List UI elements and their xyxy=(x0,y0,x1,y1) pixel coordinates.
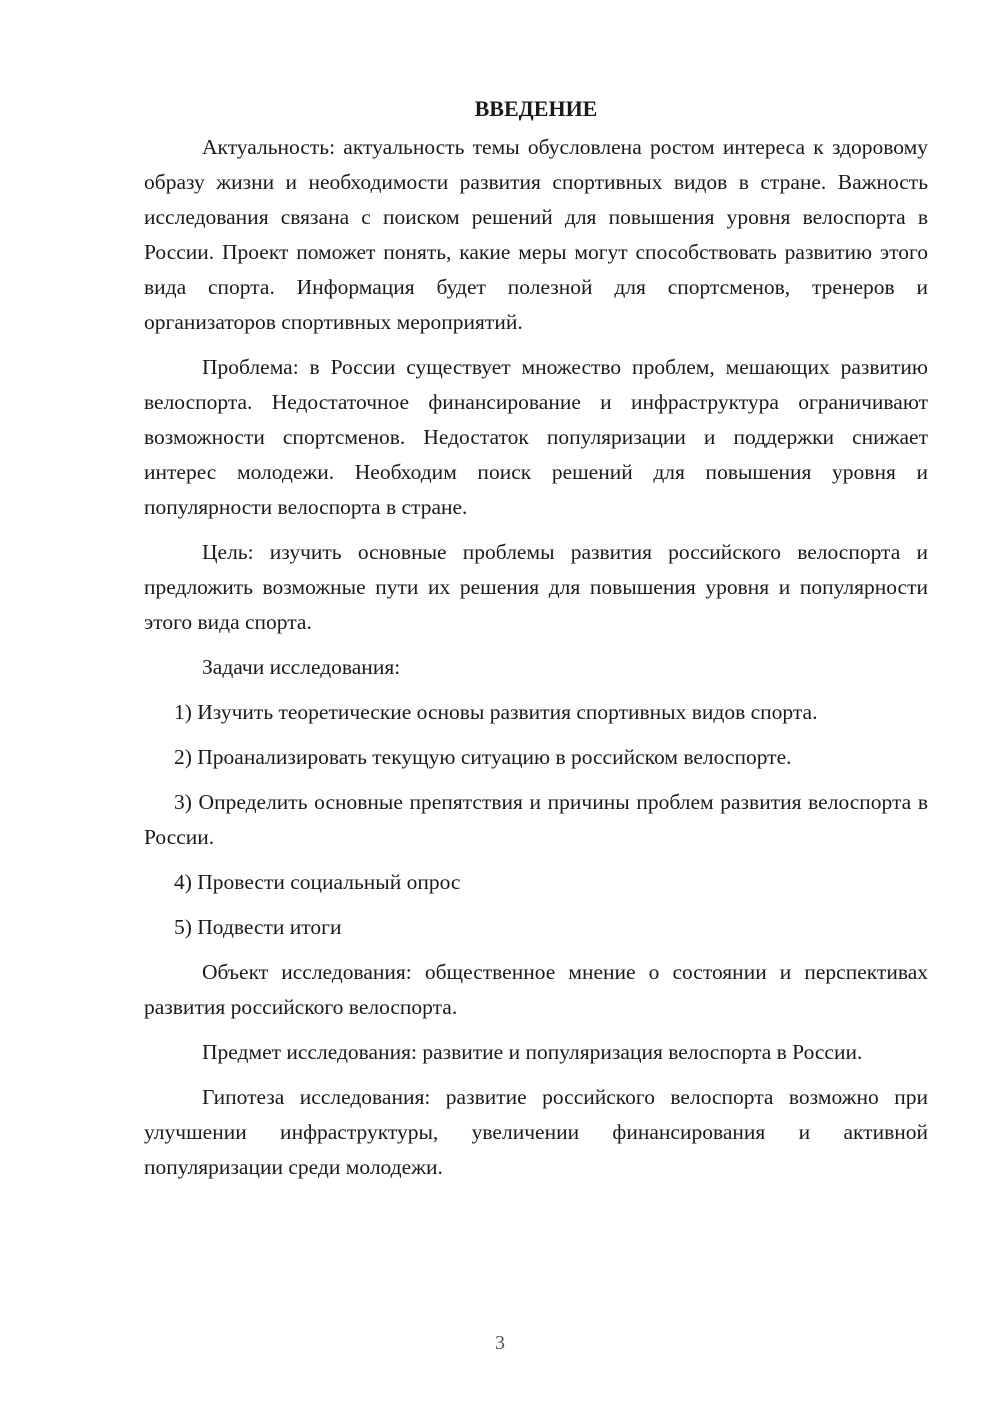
task-item-4: 4) Провести социальный опрос xyxy=(174,870,461,894)
tasks-heading: Задачи исследования: xyxy=(202,655,401,679)
paragraph-subject: Предмет исследования: развитие и популяризация велоспорта в России. xyxy=(202,1040,863,1064)
task-item-5: 5) Подвести итоги xyxy=(174,915,342,939)
task-item-1: 1) Изучить теоретические основы развития спортивных видов спорта. xyxy=(174,700,818,724)
document-page xyxy=(144,92,928,1195)
paragraph-hypothesis: Гипотеза исследования: развитие российского велоспорта возможно при улучшении инфраструктуры, увеличении финансирования и активной популяризации среди молодежи. xyxy=(144,1085,928,1179)
page-title: ВВЕДЕНИЕ xyxy=(474,96,598,121)
paragraph-object: Объект исследования: общественное мнение о состоянии и перспективах развития российского велоспорта. xyxy=(144,960,928,1019)
paragraph-problem: Проблема: в России существует множество проблем, мешающих развитию велоспорта. Недостаточное финансирование и инфраструктура ограничивают возможности спортсменов. Недостаток популяризации и поддержки снижает интерес молодежи. Необходим поиск решений для повышения уровня и популярности велоспорта в стране. xyxy=(144,355,928,519)
page-number: 3 xyxy=(495,1332,505,1354)
task-item-2: 2) Проанализировать текущую ситуацию в российском велоспорте. xyxy=(174,745,792,769)
paragraph-relevance: Актуальность: актуальность темы обусловлена ростом интереса к здоровому образу жизни и необходимости развития спортивных видов в стране. Важность исследования связана с поиском решений для повышения уровня велоспорта в России. Проект поможет понять, какие меры могут способствовать развитию этого вида спорта. Информация будет полезной для спортсменов, тренеров и организаторов спортивных мероприятий. xyxy=(144,135,928,334)
task-item-3: 3) Определить основные препятствия и причины проблем развития велоспорта в России. xyxy=(144,790,928,849)
paragraph-goal: Цель: изучить основные проблемы развития российского велоспорта и предложить возможные пути их решения для повышения уровня и популярности этого вида спорта. xyxy=(144,540,928,634)
